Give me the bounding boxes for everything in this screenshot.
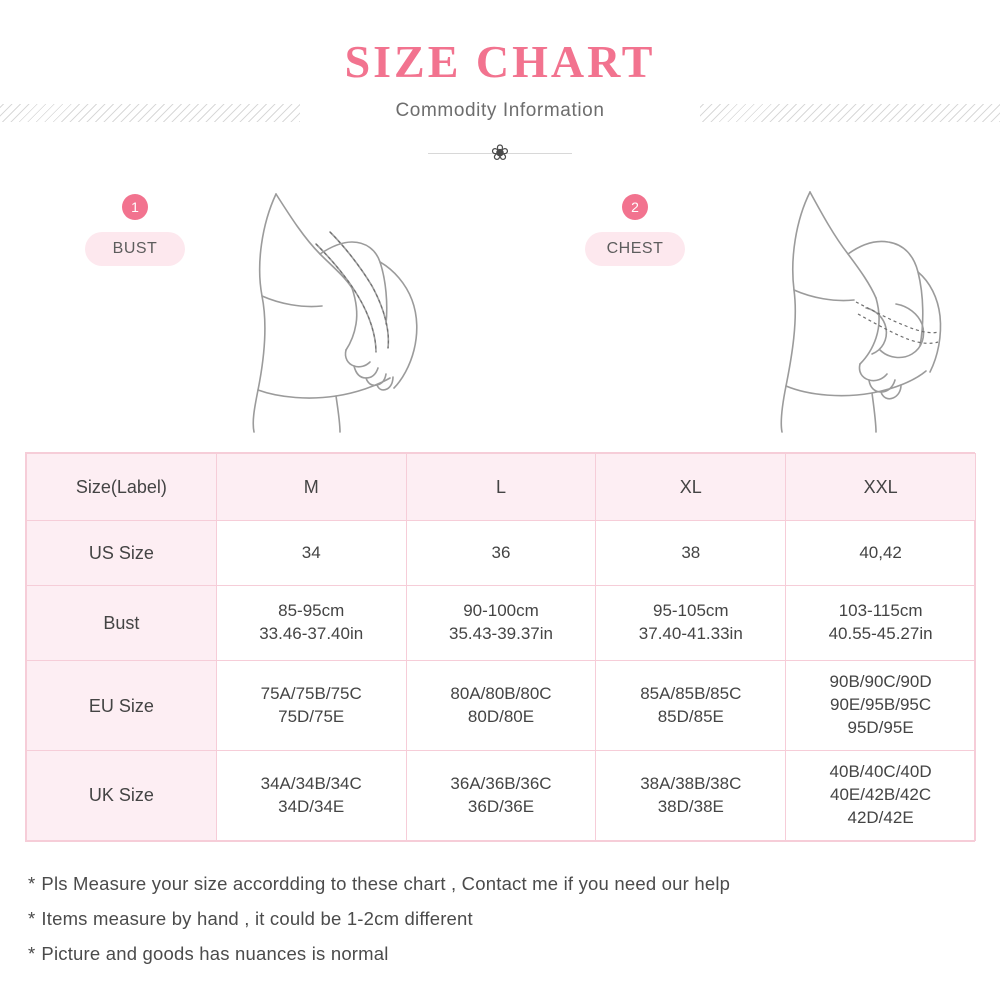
- body-measure-bust-icon: [180, 184, 510, 434]
- bow-icon: ❀: [490, 140, 510, 166]
- table-header-cell: XXL: [786, 454, 976, 521]
- table-cell: 90-100cm 35.43-39.37in: [406, 586, 596, 661]
- note-marker: *: [28, 943, 36, 965]
- row-label: UK Size: [27, 751, 217, 841]
- page-title: SIZE CHART: [344, 36, 656, 87]
- table-cell: 85A/85B/85C 85D/85E: [596, 661, 786, 751]
- step-number-badge: 2: [622, 194, 648, 220]
- table-cell: 75A/75B/75C 75D/75E: [216, 661, 406, 751]
- table-cell: 80A/80B/80C 80D/80E: [406, 661, 596, 751]
- table-cell: 36A/36B/36C 36D/36E: [406, 751, 596, 841]
- table-cell: 34A/34B/34C 34D/34E: [216, 751, 406, 841]
- table-cell: 40B/40C/40D 40E/42B/42C 42D/42E: [786, 751, 976, 841]
- subtitle-row: [0, 100, 1000, 126]
- note-marker: *: [28, 872, 36, 894]
- note-text: Pls Measure your size accordding to these chart , Contact me if you need our help: [41, 872, 731, 894]
- hatch-decoration-left: [0, 104, 300, 122]
- page-header: [0, 0, 1000, 166]
- table-cell: 40,42: [786, 521, 976, 586]
- note-text: Picture and goods has nuances is normal: [41, 943, 389, 965]
- table-cell: 38: [596, 521, 786, 586]
- bow-divider: [0, 140, 1000, 166]
- note-item: [28, 901, 972, 936]
- measure-label-bust: BUST: [85, 232, 185, 266]
- table-header-cell: XL: [596, 454, 786, 521]
- divider-line-right: [502, 153, 572, 154]
- notes-section: [28, 866, 972, 971]
- table-cell: 36: [406, 521, 596, 586]
- measure-label-chest: CHEST: [585, 232, 685, 266]
- step-number-badge: 1: [122, 194, 148, 220]
- row-label: Bust: [27, 586, 217, 661]
- table-header-cell: Size(Label): [27, 454, 217, 521]
- note-item: [28, 866, 972, 901]
- table-cell: 103-115cm 40.55-45.27in: [786, 586, 976, 661]
- table-cell: 38A/38B/38C 38D/38E: [596, 751, 786, 841]
- hatch-decoration-right: [700, 104, 1000, 122]
- divider-line-left: [428, 153, 498, 154]
- table-cell: 34: [216, 521, 406, 586]
- table-row: [27, 586, 976, 661]
- row-label: US Size: [27, 521, 217, 586]
- body-measure-chest-icon: [680, 184, 1000, 434]
- table-row: [27, 751, 976, 841]
- illustration-bust: [60, 184, 510, 434]
- illustration-section: [0, 184, 1000, 434]
- note-marker: *: [28, 908, 36, 930]
- table-row: [27, 521, 976, 586]
- illustration-chest: [560, 184, 1000, 434]
- table-header-row: [27, 454, 976, 521]
- table-row: [27, 661, 976, 751]
- page-subtitle: Commodity Information: [377, 100, 622, 122]
- table-header-cell: L: [406, 454, 596, 521]
- table-cell: 95-105cm 37.40-41.33in: [596, 586, 786, 661]
- size-table-wrapper: [25, 452, 975, 842]
- row-label: EU Size: [27, 661, 217, 751]
- note-text: Items measure by hand , it could be 1-2cm different: [41, 908, 473, 930]
- table-cell: 85-95cm 33.46-37.40in: [216, 586, 406, 661]
- note-item: [28, 936, 972, 971]
- table-header-cell: M: [216, 454, 406, 521]
- table-cell: 90B/90C/90D 90E/95B/95C 95D/95E: [786, 661, 976, 751]
- size-table: [26, 453, 976, 841]
